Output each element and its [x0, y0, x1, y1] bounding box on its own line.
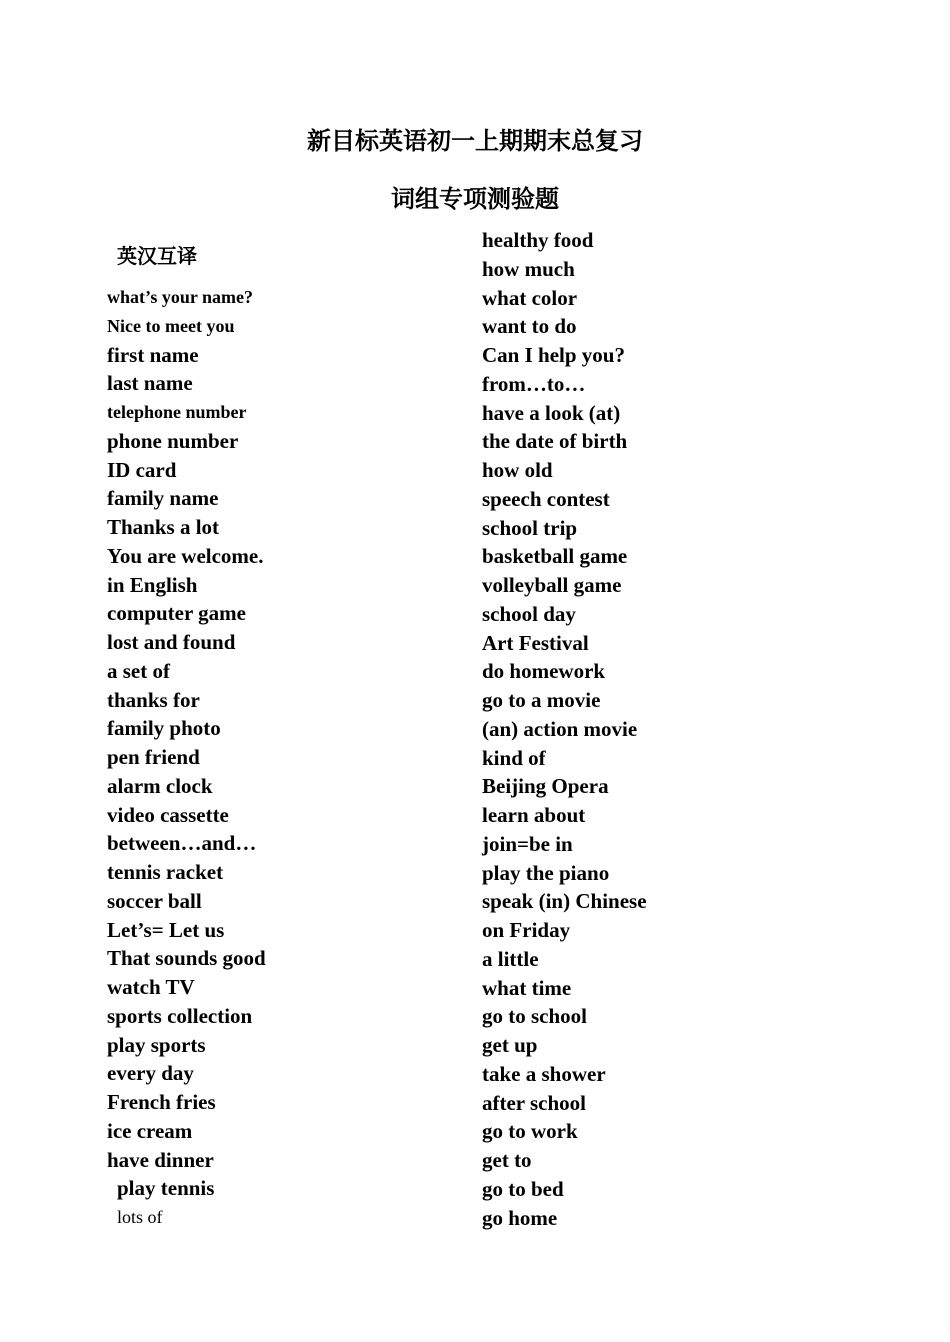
list-item: pen friend — [107, 745, 200, 769]
list-item: in English — [107, 572, 198, 597]
list-item: how much — [482, 256, 575, 281]
list-item: speech contest — [482, 486, 610, 511]
list-item: tennis racket — [107, 860, 224, 884]
section-label: 英汉互译 — [117, 244, 197, 268]
list-item: every day — [107, 1061, 194, 1086]
list-item: after school — [482, 1090, 587, 1115]
list-item: what color — [482, 285, 578, 310]
page-subtitle: 词组专项测验题 — [391, 185, 559, 213]
left-phrase-column — [107, 283, 447, 1232]
list-item: lost and found — [107, 630, 236, 654]
list-item: video cassette — [107, 802, 229, 827]
list-item: ice cream — [107, 1118, 193, 1143]
list-item: get up — [482, 1033, 538, 1057]
list-item: family name — [107, 486, 219, 511]
list-item: go to bed — [482, 1176, 564, 1201]
list-item: Thanks a lot — [107, 515, 220, 539]
list-item: soccer ball — [107, 888, 202, 913]
right-phrase-column — [482, 226, 882, 1232]
list-item: watch TV — [107, 975, 195, 999]
list-item: how old — [482, 458, 553, 482]
list-item: French fries — [107, 1090, 216, 1114]
list-item: Beijing Opera — [482, 774, 609, 799]
list-item: Can I help you? — [482, 343, 625, 367]
list-item: (an) action movie — [482, 716, 638, 741]
list-item: family photo — [107, 716, 221, 741]
list-item: learn about — [482, 803, 586, 827]
list-item: Let’s= Let us — [107, 917, 225, 942]
list-item: school trip — [482, 515, 578, 540]
list-item: alarm clock — [107, 773, 213, 798]
list-item: speak (in) Chinese — [482, 889, 647, 914]
page-title: 新目标英语初一上期期末总复习 — [307, 127, 643, 155]
list-item: Art Festival — [482, 630, 589, 655]
list-item: take a shower — [482, 1061, 606, 1086]
list-item: play sports — [107, 1032, 206, 1057]
list-item: a set of — [107, 658, 170, 683]
list-item: on Friday — [482, 918, 571, 942]
list-item: kind of — [482, 745, 546, 770]
list-item: go to school — [482, 1004, 587, 1029]
list-item: have dinner — [107, 1147, 214, 1172]
list-item: join=be in — [482, 831, 573, 856]
list-item: go to work — [482, 1119, 578, 1144]
list-item: a little — [482, 946, 539, 971]
list-item: what’s your name? — [107, 287, 254, 307]
list-item: school day — [482, 601, 576, 626]
list-item: have a look (at) — [482, 400, 621, 425]
list-item: That sounds good — [107, 946, 266, 971]
list-item: You are welcome. — [107, 543, 264, 568]
list-item: from…to… — [482, 371, 586, 396]
list-item: go to a movie — [482, 688, 601, 712]
list-item: play the piano — [482, 860, 610, 885]
list-item: get to — [482, 1148, 532, 1172]
list-item: want to do — [482, 314, 577, 339]
list-item: lots of — [117, 1207, 163, 1227]
list-item: the date of birth — [482, 429, 628, 454]
list-item: between…and… — [107, 831, 257, 856]
list-item: phone number — [107, 428, 239, 453]
list-item: sports collection — [107, 1003, 253, 1028]
list-item: first name — [107, 342, 199, 367]
list-item: basketball game — [482, 544, 628, 569]
list-item: healthy food — [482, 228, 594, 252]
list-item: do homework — [482, 659, 606, 684]
list-item: go home — [482, 1205, 558, 1230]
list-item: computer game — [107, 601, 246, 626]
list-item: telephone number — [107, 402, 247, 422]
list-item: Nice to meet you — [107, 315, 235, 336]
list-item: play tennis — [117, 1176, 215, 1201]
list-item: what time — [482, 975, 572, 1000]
list-item: last name — [107, 371, 193, 396]
list-item: ID card — [107, 457, 177, 482]
list-item: thanks for — [107, 687, 200, 712]
list-item: volleyball game — [482, 573, 622, 597]
